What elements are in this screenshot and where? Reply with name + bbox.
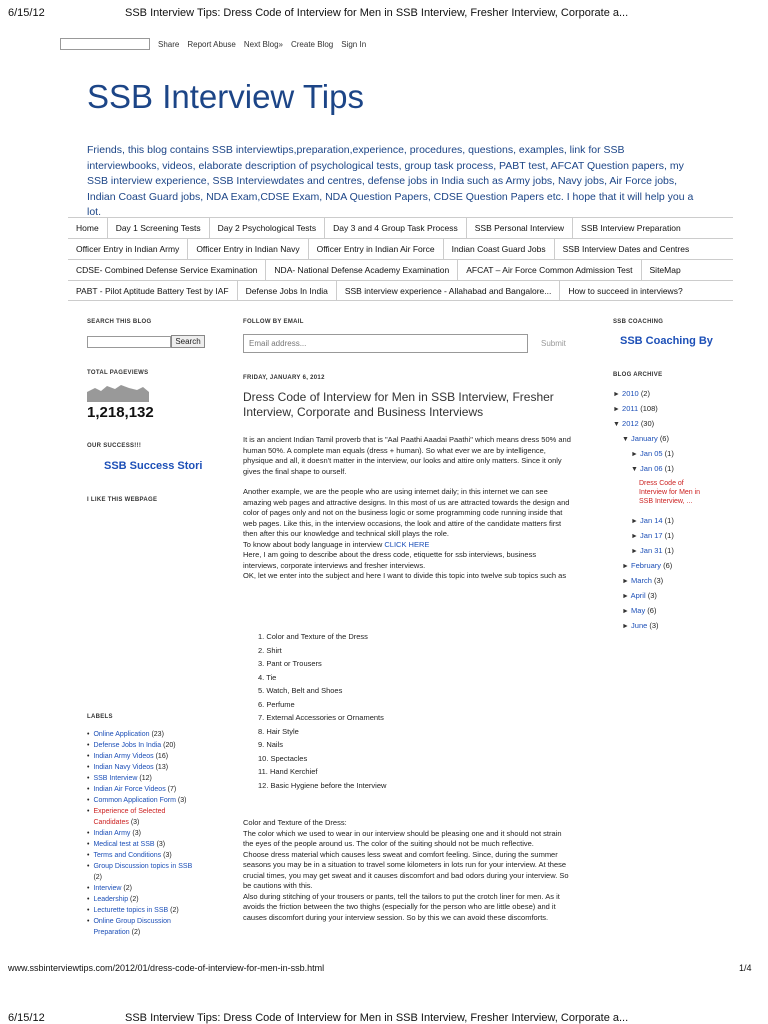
list-item[interactable]: • Common Application Form (3) — [87, 797, 187, 804]
list-item[interactable]: • Experience of Selected Candidates (3) — [87, 808, 166, 826]
print-url: www.ssbinterviewtips.com/2012/01/dress-code-of-interview-for-men-in-ssb.html — [8, 963, 325, 973]
body-language-link[interactable]: CLICK HERE — [384, 539, 430, 549]
expanded-arrow-icon[interactable]: ▼ — [631, 466, 638, 473]
navbar-search-input[interactable] — [60, 38, 150, 50]
post-body — [243, 435, 573, 582]
collapsed-arrow-icon[interactable]: ► — [631, 533, 638, 540]
list-item[interactable]: • Defense Jobs In India (20) — [87, 742, 176, 749]
list-item[interactable]: • Terms and Conditions (3) — [87, 852, 172, 859]
archive-month[interactable]: ► April (3) — [622, 591, 657, 600]
post-title: Dress Code of Interview for Men in SSB Interview, Fresher Interview, Corporate and Business Interviews — [243, 390, 554, 419]
print-date: 6/15/12 — [8, 7, 45, 19]
list-item[interactable]: • Interview (2) — [87, 885, 132, 892]
print-title: SSB Interview Tips: Dress Code of Interview for Men in SSB Interview, Fresher Interview, Corporate a... — [125, 7, 629, 19]
blog-title[interactable]: SSB Interview Tips — [87, 78, 364, 115]
post-paragraph: Here, I am going to describe about the dress code, etiquette for ssb interviews, business interviews, corporate interviews and fresher interviews. — [243, 550, 537, 570]
expanded-arrow-icon[interactable]: ▼ — [613, 421, 620, 428]
list-item[interactable]: • SSB Interview (12) — [87, 775, 152, 782]
post-paragraph: It is an ancient Indian Tamil proverb that is "Aal Paathi Aaadai Paathi" which means dress 50% and human 50%. A complete man equals (dress + human). So what ever we are by intelligence, physique and all, it doesn't matter in the interview, our looks and attire only matters. Since it only gives the final shape to ourself. — [243, 435, 571, 476]
tab-row — [68, 217, 733, 238]
archive-month[interactable]: ► March (3) — [622, 576, 664, 585]
report-abuse-link[interactable]: Report Abuse — [187, 39, 236, 49]
expanded-arrow-icon[interactable]: ▼ — [622, 436, 629, 443]
archive-month[interactable]: ► May (6) — [622, 606, 657, 615]
collapsed-arrow-icon[interactable]: ► — [631, 518, 638, 525]
blog-archive — [613, 387, 723, 634]
list-item[interactable]: • Indian Navy Videos (13) — [87, 764, 169, 771]
tab-row — [68, 238, 733, 259]
collapsed-arrow-icon[interactable]: ► — [613, 391, 620, 398]
archive-month[interactable]: ▼ January (6) — [622, 434, 669, 443]
list-item: 1. Color and Texture of the Dress — [258, 632, 368, 641]
coaching-link[interactable]: SSB Coaching By — [620, 335, 713, 347]
tab-personal-interview[interactable]: SSB Personal Interview — [467, 218, 573, 238]
list-item: 6. Perfume — [258, 699, 295, 709]
archive-month[interactable]: ► February (6) — [622, 561, 673, 570]
archive-heading: BLOG ARCHIVE — [613, 372, 663, 378]
search-button[interactable]: Search — [171, 335, 205, 348]
tab-day2[interactable]: Day 2 Psychological Tests — [210, 218, 326, 238]
list-item: 2. Shirt — [258, 645, 282, 655]
follow-heading: FOLLOW BY EMAIL — [243, 319, 304, 325]
tab-interview-preparation[interactable]: SSB Interview Preparation — [581, 223, 681, 233]
collapsed-arrow-icon[interactable]: ► — [631, 451, 638, 458]
collapsed-arrow-icon[interactable]: ► — [622, 623, 629, 630]
tab-defense-jobs[interactable]: Defense Jobs In India — [238, 281, 337, 300]
collapsed-arrow-icon[interactable]: ► — [613, 406, 620, 413]
create-blog-link[interactable]: Create Blog — [290, 39, 334, 49]
list-item: 5. Watch, Belt and Shoes — [258, 686, 343, 695]
list-item: 12. Basic Hygiene before the Interview — [258, 780, 387, 790]
post-paragraph: To know about body language in interview CLICK HERE — [243, 539, 430, 549]
current-post-link[interactable]: Dress Code of Interview for Men in SSB Interview, ... — [639, 480, 701, 505]
list-item: 7. External Accessories or Ornaments — [258, 713, 384, 722]
archive-day[interactable]: ► Jan 14 (1) — [631, 516, 674, 525]
labels-list — [87, 729, 227, 938]
list-item[interactable]: • Online Group Discussion Preparation (2) — [87, 918, 171, 936]
collapsed-arrow-icon[interactable]: ► — [622, 608, 629, 615]
archive-day[interactable]: ▼ Jan 06 (1) — [631, 464, 674, 473]
tab-home[interactable]: Home — [68, 218, 108, 238]
tab-cdse[interactable]: CDSE- Combined Defense Service Examination — [68, 260, 266, 280]
collapsed-arrow-icon[interactable]: ► — [631, 548, 638, 555]
list-item: 8. Hair Style — [258, 726, 299, 736]
list-item[interactable]: • Leadership (2) — [87, 896, 139, 903]
search-input[interactable] — [87, 336, 171, 348]
like-heading: I LIKE THIS WEBPAGE — [87, 497, 158, 503]
sign-in-link[interactable]: Sign In — [341, 39, 367, 49]
archive-year[interactable]: ► 2010 (2) — [613, 389, 650, 398]
post-paragraph: Choose dress material which causes less sweat and comfort feeling. Since, during the summer seasons you may be in a situation to travel some kilometers in lots run for your interview. At these crucial times, you may get sweat and it causes discomfort and bad odors during your interview. So be cautions with this. — [243, 849, 569, 890]
print-title-next: SSB Interview Tips: Dress Code of Interview for Men in SSB Interview, Fresher Interview, Corporate a... — [125, 1012, 629, 1024]
page-tabs — [68, 217, 733, 301]
archive-day[interactable]: ► Jan 05 (1) — [631, 449, 674, 458]
post-paragraph: OK, let we enter into the subject and here I want to divide this topic into twelve sub topics such as — [243, 571, 567, 580]
list-item: 9. Nails — [258, 740, 284, 749]
list-item[interactable]: • Online Application (23) — [87, 731, 164, 738]
print-date-next: 6/15/12 — [8, 1012, 45, 1024]
share-link[interactable]: Share — [158, 39, 180, 49]
email-field[interactable]: Email address... — [243, 334, 528, 353]
list-item[interactable]: • Indian Army Videos (16) — [87, 753, 169, 760]
tab-coast-guard[interactable]: Indian Coast Guard Jobs — [444, 239, 555, 259]
list-item[interactable]: • Medical test at SSB (3) — [87, 841, 166, 848]
list-item: 10. Spectacles — [258, 753, 308, 763]
tab-dates-centres[interactable]: SSB Interview Dates and Centres — [562, 244, 690, 254]
tab-row — [68, 280, 733, 301]
post-body-continued — [243, 818, 573, 923]
collapsed-arrow-icon[interactable]: ► — [622, 578, 629, 585]
search-heading: SEARCH THIS BLOG — [87, 319, 152, 325]
tab-sitemap[interactable]: SiteMap — [649, 265, 681, 275]
tab-afcat[interactable]: AFCAT – Air Force Common Admission Test — [458, 260, 641, 280]
labels-heading: LABELS — [87, 714, 113, 720]
list-item[interactable]: • Lecturette topics in SSB (2) — [87, 907, 179, 914]
tab-row — [68, 259, 733, 280]
tab-how-to-succeed[interactable]: How to succeed in interviews? — [568, 285, 683, 296]
subtopics-list — [258, 630, 558, 792]
list-item[interactable]: • Group Discussion topics in SSB (2) — [87, 863, 193, 881]
tab-day1[interactable]: Day 1 Screening Tests — [108, 218, 210, 238]
collapsed-arrow-icon[interactable]: ► — [622, 563, 629, 570]
list-item: 4. Tie — [258, 672, 277, 682]
archive-year[interactable]: ▼ 2012 (30) — [613, 419, 655, 428]
post-paragraph: Another example, we are the people who are using internet daily; in this internet we can see amazing web pages and attractive designs. In this most of us are attracted towards the design and color of pages only and not on the business logic or some programming code running inside that web pages. Like this, in the interview occasions, the look and attire of the candidate matters first then after this our knowledge and technical skill plays the role. — [243, 487, 570, 538]
success-heading: OUR SUCCESS!!! — [87, 443, 142, 449]
blog-description: Friends, this blog contains SSB interviewtips,preparation,experience, procedures, questions, examples, link for SSB interviewbooks, videos, elaborate description of psychological tests, group task process, PABT test, AFCAT Question papers, my SSB interview experience, SSB Interviewdates and centres, defense jobs in India such as Army jobs, Navy jobs, Air Force jobs, Indian Coast Guard jobs, NDA Exam,CDSE Exam, NDA Question Papers, CDSE Question Papers etc. I hope that it will help you a lot. — [87, 144, 694, 218]
tab-air-force[interactable]: Officer Entry in Indian Air Force — [309, 239, 444, 259]
coaching-heading: SSB COACHING — [613, 319, 664, 325]
success-stories-link[interactable]: SSB Success Stori — [104, 460, 203, 472]
tab-day3-4[interactable]: Day 3 and 4 Group Task Process — [325, 218, 467, 238]
pageviews-count: 1,218,132 — [87, 404, 154, 421]
archive-day[interactable]: ► Jan 31 (1) — [631, 546, 674, 555]
next-blog-link[interactable]: Next Blog» — [243, 39, 283, 49]
list-item: 3. Pant or Trousers — [258, 659, 322, 668]
post-paragraph: Also during stitching of your trousers or pants, tell the tailors to put the crotch liner for men. As it avoids the friction between the two thighs (especially for the person who are little obese) and it causes discomfort during your interview session. So by this we can avoid these discomforts. — [243, 891, 560, 922]
tab-army[interactable]: Officer Entry in Indian Army — [68, 239, 188, 259]
tab-pabt[interactable]: PABT - Pilot Aptitude Battery Test by IAF — [68, 281, 238, 300]
blogger-navbar — [60, 38, 366, 50]
post-date: FRIDAY, JANUARY 6, 2012 — [243, 375, 325, 381]
archive-day[interactable]: ► Jan 17 (1) — [631, 531, 674, 540]
print-page-number: 1/4 — [739, 963, 752, 973]
archive-year[interactable]: ► 2011 (108) — [613, 404, 658, 413]
tab-experience[interactable]: SSB interview experience - Allahabad and Bangalore... — [337, 281, 561, 300]
collapsed-arrow-icon[interactable]: ► — [622, 593, 629, 600]
submit-button[interactable]: Submit — [541, 339, 566, 348]
post-paragraph: The color which we used to wear in our interview should be pleasing one and it should not strain the eyes of the people around us. The color of the suiting should not be much reflective. — [243, 828, 562, 848]
list-item[interactable]: • Indian Air Force Videos (7) — [87, 786, 177, 793]
list-item[interactable]: • Indian Army (3) — [87, 830, 141, 837]
pageviews-heading: TOTAL PAGEVIEWS — [87, 370, 149, 376]
tab-nda[interactable]: NDA- National Defense Academy Examination — [266, 260, 458, 280]
section-heading: Color and Texture of the Dress: — [243, 818, 347, 827]
tab-navy[interactable]: Officer Entry in Indian Navy — [188, 239, 308, 259]
archive-month[interactable]: ► June (3) — [622, 621, 659, 630]
pageviews-sparkline — [87, 380, 149, 402]
list-item: 11. Hand Kerchief — [258, 767, 318, 776]
